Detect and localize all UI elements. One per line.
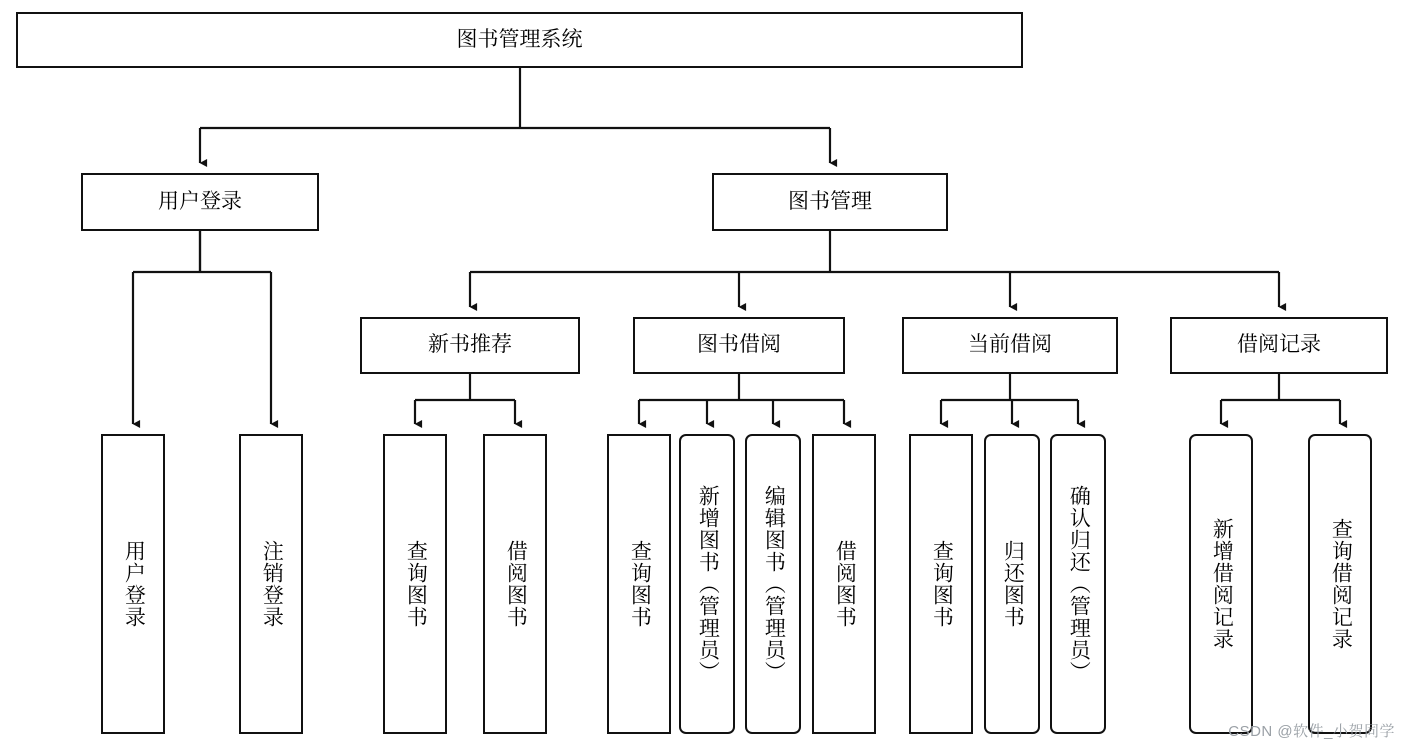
node-current-borrow[interactable] xyxy=(902,317,1118,374)
node-leaf-logout[interactable] xyxy=(239,434,303,734)
node-borrow-records[interactable] xyxy=(1170,317,1388,374)
node-new-book-recommend[interactable] xyxy=(360,317,580,374)
node-leaf-edit-book-label: 编辑图书（管理员） xyxy=(762,485,786,683)
node-leaf-confirm-return-label: 确认归还（管理员） xyxy=(1067,485,1091,683)
node-current-borrow-label: 当前借阅 xyxy=(968,333,1052,357)
node-leaf-user-login[interactable] xyxy=(101,434,165,734)
node-leaf-add-book-label: 新增图书（管理员） xyxy=(696,485,720,683)
node-leaf-query-book-3-label: 查询图书 xyxy=(930,540,954,628)
node-borrow-records-label: 借阅记录 xyxy=(1237,333,1321,357)
node-leaf-logout-label: 注销登录 xyxy=(260,540,284,628)
watermark: CSDN @软件_小贺同学 xyxy=(1228,723,1395,740)
node-leaf-query-book-2-label: 查询图书 xyxy=(628,540,652,628)
node-leaf-query-book-1[interactable] xyxy=(383,434,447,734)
node-leaf-confirm-return[interactable] xyxy=(1050,434,1106,734)
node-leaf-query-record[interactable] xyxy=(1308,434,1372,734)
node-book-management-label: 图书管理 xyxy=(788,189,872,213)
node-leaf-query-record-label: 查询借阅记录 xyxy=(1329,518,1353,650)
node-user-login[interactable] xyxy=(81,173,319,231)
node-new-book-recommend-label: 新书推荐 xyxy=(428,333,512,357)
node-leaf-edit-book[interactable] xyxy=(745,434,801,734)
node-user-login-label: 用户登录 xyxy=(158,189,242,213)
node-book-borrow-label: 图书借阅 xyxy=(697,333,781,357)
node-leaf-borrow-book-2[interactable] xyxy=(812,434,876,734)
node-leaf-query-book-3[interactable] xyxy=(909,434,973,734)
node-leaf-borrow-book-1[interactable] xyxy=(483,434,547,734)
node-leaf-add-record[interactable] xyxy=(1189,434,1253,734)
node-book-borrow[interactable] xyxy=(633,317,845,374)
node-leaf-query-book-1-label: 查询图书 xyxy=(404,540,428,628)
node-leaf-user-login-label: 用户登录 xyxy=(122,540,146,628)
node-root[interactable] xyxy=(16,12,1023,68)
node-leaf-return-book[interactable] xyxy=(984,434,1040,734)
node-leaf-borrow-book-1-label: 借阅图书 xyxy=(504,540,528,628)
node-leaf-borrow-book-2-label: 借阅图书 xyxy=(833,540,857,628)
node-leaf-add-book[interactable] xyxy=(679,434,735,734)
node-book-management[interactable] xyxy=(712,173,948,231)
node-leaf-add-record-label: 新增借阅记录 xyxy=(1210,518,1234,650)
node-root-label: 图书管理系统 xyxy=(456,27,583,51)
node-leaf-return-book-label: 归还图书 xyxy=(1001,540,1025,628)
node-leaf-query-book-2[interactable] xyxy=(607,434,671,734)
